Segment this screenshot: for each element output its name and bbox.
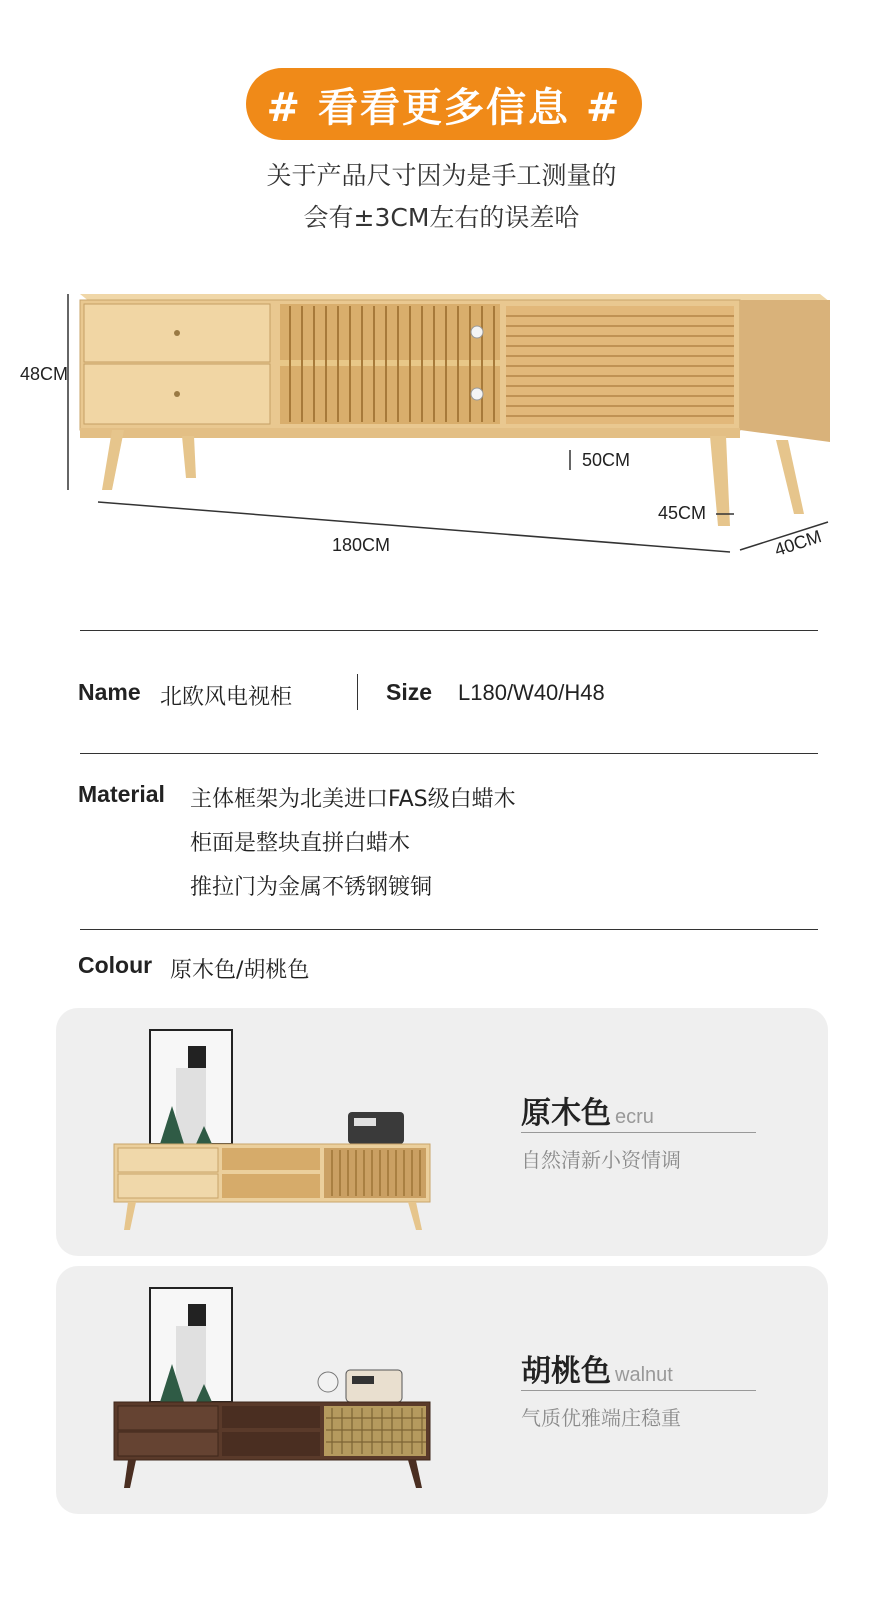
- measurement-note-line-2: 会有±3CM左右的误差哈: [303, 203, 580, 232]
- name-label: Name: [78, 679, 141, 705]
- walnut-divider: [521, 1390, 756, 1391]
- section-badge: # 看看更多信息 #: [246, 68, 642, 140]
- walnut-cabinet-image: [56, 1266, 496, 1514]
- tv-cabinet-dimension-diagram: [0, 270, 883, 590]
- material-line-2: 柜面是整块直拼白蜡木: [190, 831, 411, 856]
- height-dimension-label: 48CM: [20, 364, 69, 384]
- ecru-description: 自然清新小资情调: [521, 1148, 681, 1172]
- divider: [80, 929, 818, 930]
- walnut-name: 胡桃色: [521, 1354, 611, 1389]
- colour-card-walnut: [56, 1266, 828, 1514]
- material-line-3: 推拉门为金属不锈钢镀铜: [190, 875, 433, 900]
- leg-dimension-label: 45CM: [658, 503, 707, 523]
- divider: [80, 753, 818, 754]
- walnut-english-name: walnut: [615, 1364, 673, 1386]
- inner-height-dimension-label: 50CM: [582, 450, 631, 470]
- ecru-title: [521, 1088, 654, 1132]
- colour-label: Colour: [78, 952, 153, 978]
- colour-value: 原木色/胡桃色: [170, 958, 310, 983]
- depth-dimension-label: 40CM: [772, 526, 824, 561]
- walnut-description: 气质优雅端庄稳重: [521, 1406, 681, 1430]
- size-value: L180/W40/H48: [458, 680, 605, 705]
- ecru-cabinet-image: [56, 1008, 496, 1256]
- ecru-english-name: ecru: [615, 1106, 654, 1128]
- length-dimension-label: 180CM: [332, 535, 391, 555]
- walnut-title: [521, 1346, 673, 1390]
- spec-separator: [357, 674, 358, 710]
- measurement-note-line-1: 关于产品尺寸因为是手工测量的: [266, 161, 617, 190]
- divider: [80, 630, 818, 631]
- material-line-1: 主体框架为北美进口FAS级白蜡木: [190, 787, 516, 812]
- ecru-name: 原木色: [521, 1096, 611, 1131]
- name-value: 北欧风电视柜: [160, 685, 293, 710]
- material-label: Material: [78, 781, 165, 807]
- colour-card-ecru: [56, 1008, 828, 1256]
- size-label: Size: [386, 679, 433, 705]
- ecru-divider: [521, 1132, 756, 1133]
